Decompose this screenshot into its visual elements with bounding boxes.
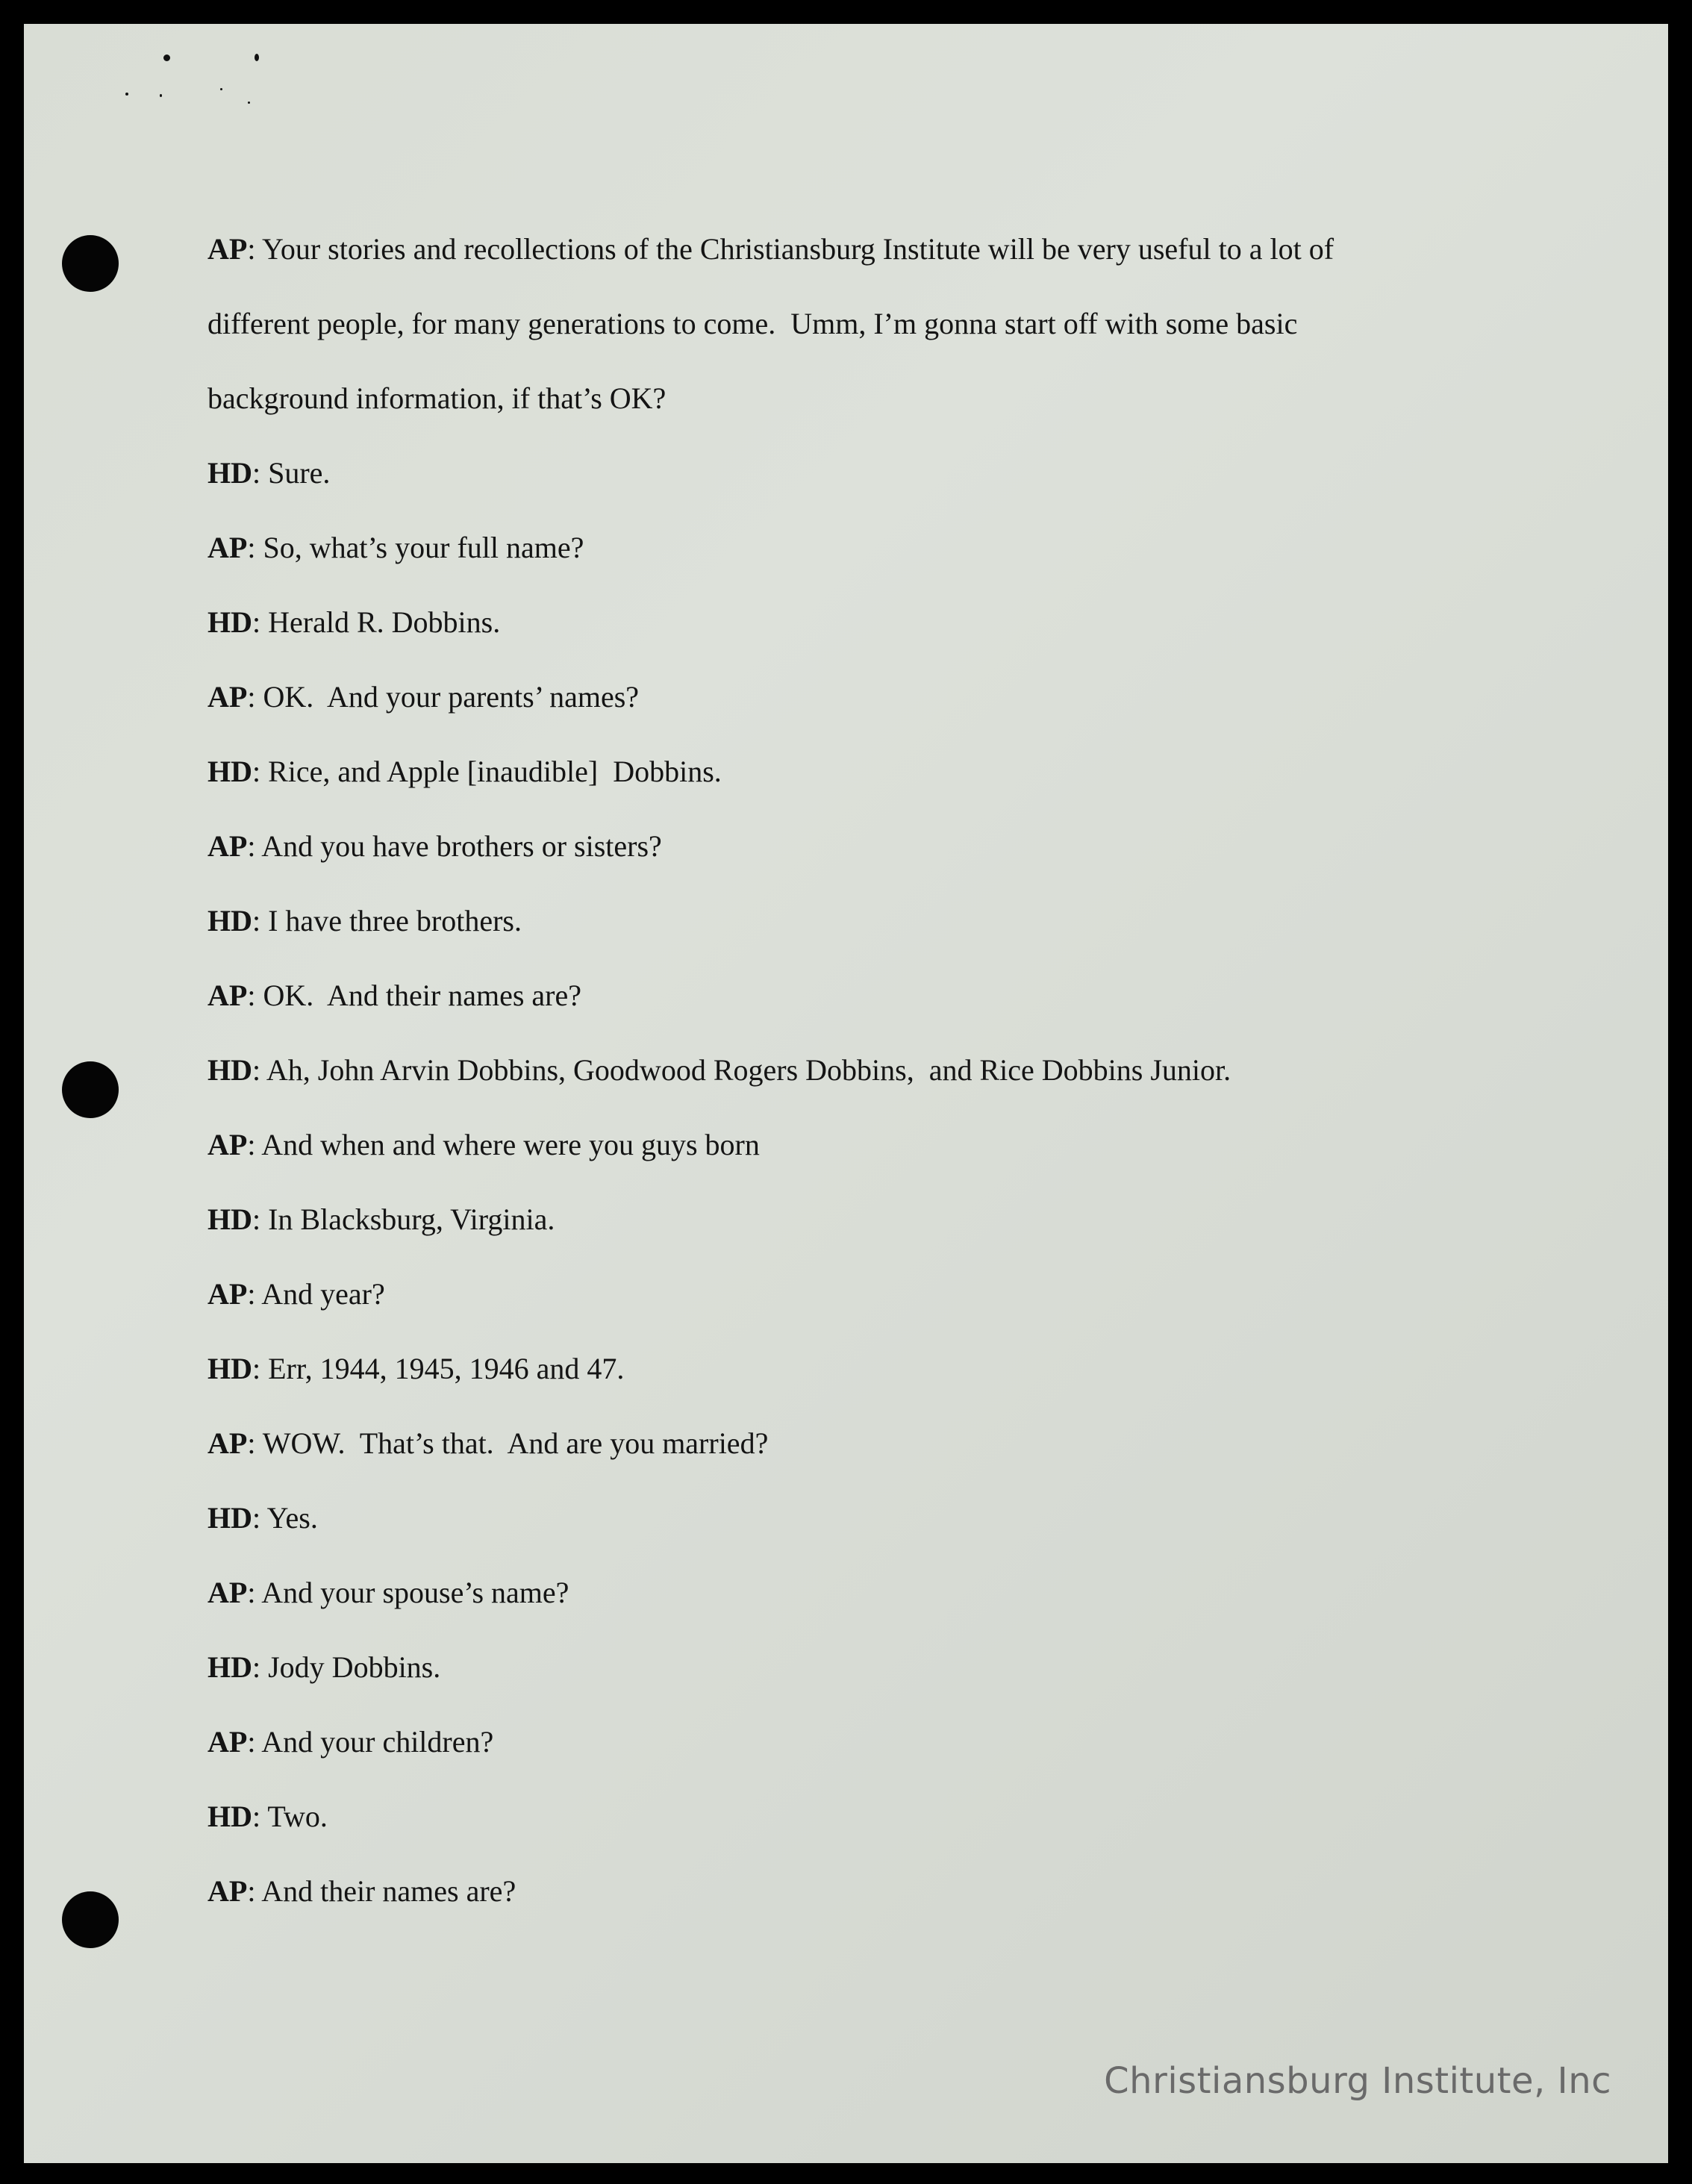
transcript-line — [207, 287, 1573, 361]
speaker-label: AP — [207, 1725, 248, 1759]
transcript-line — [207, 1033, 1573, 1108]
transcript-line — [207, 1481, 1573, 1556]
speaker-label: AP — [207, 531, 248, 564]
transcript-line — [207, 361, 1573, 436]
utterance-text: : WOW. That’s that. And are you married? — [247, 1426, 769, 1460]
transcript-line — [207, 1332, 1573, 1406]
utterance-text: : Yes. — [252, 1501, 318, 1535]
transcript-line — [207, 884, 1573, 958]
utterance-text: : Two. — [252, 1800, 328, 1833]
transcript-body — [207, 212, 1573, 1929]
utterance-text: : Ah, John Arvin Dobbins, Goodwood Rogers Dobbins, and Rice Dobbins Junior. — [252, 1053, 1231, 1087]
transcript-line — [207, 511, 1573, 585]
punch-hole-middle — [62, 1061, 119, 1118]
utterance-text: : Rice, and Apple [inaudible] Dobbins. — [252, 755, 722, 788]
utterance-text: : Jody Dobbins. — [252, 1650, 441, 1684]
speaker-label: HD — [207, 456, 252, 490]
utterance-text: : So, what’s your full name? — [247, 531, 584, 564]
transcript-line — [207, 436, 1573, 511]
utterance-text: : In Blacksburg, Virginia. — [252, 1202, 555, 1236]
speaker-label: HD — [207, 1053, 252, 1087]
utterance-text: : And your spouse’s name? — [247, 1576, 569, 1609]
utterance-text: : And when and where were you guys born — [247, 1128, 760, 1161]
transcript-line — [207, 1406, 1573, 1481]
transcript-line — [207, 809, 1573, 884]
utterance-text: : And their names are? — [247, 1874, 516, 1908]
transcript-line — [207, 1182, 1573, 1257]
utterance-text: : And year? — [247, 1277, 385, 1311]
utterance-text: : And your children? — [247, 1725, 494, 1759]
transcript-line — [207, 1854, 1573, 1929]
speaker-label: HD — [207, 1650, 252, 1684]
utterance-text: : Herald R. Dobbins. — [252, 605, 501, 639]
speaker-label: AP — [207, 1128, 248, 1161]
utterance-text: : And you have brothers or sisters? — [247, 829, 662, 863]
utterance-text: : Sure. — [252, 456, 331, 490]
watermark: Christiansburg Institute, Inc — [1104, 2060, 1611, 2102]
transcript-line — [207, 1257, 1573, 1332]
utterance-text: different people, for many generations to come. Umm, I’m gonna start off with some basic — [207, 307, 1298, 340]
speaker-label: AP — [207, 1874, 248, 1908]
transcript-line — [207, 1556, 1573, 1630]
speaker-label: HD — [207, 1501, 252, 1535]
utterance-text: : Err, 1944, 1945, 1946 and 47. — [252, 1352, 625, 1385]
speaker-label: AP — [207, 1277, 248, 1311]
transcript-line — [207, 1779, 1573, 1854]
paper-speck — [248, 102, 250, 104]
transcript-line — [207, 1630, 1573, 1705]
utterance-text: : I have three brothers. — [252, 904, 522, 937]
speaker-label: HD — [207, 1800, 252, 1833]
utterance-text: : OK. And your parents’ names? — [247, 680, 640, 714]
speaker-label: HD — [207, 904, 252, 937]
transcript-line — [207, 660, 1573, 734]
utterance-text: : OK. And their names are? — [247, 979, 581, 1012]
speaker-label: HD — [207, 605, 252, 639]
speaker-label: AP — [207, 979, 248, 1012]
transcript-line — [207, 1705, 1573, 1779]
punch-hole-bottom — [62, 1891, 119, 1948]
transcript-line — [207, 212, 1573, 287]
punch-hole-top — [62, 235, 119, 292]
speaker-label: HD — [207, 1202, 252, 1236]
speaker-label: AP — [207, 680, 248, 714]
speaker-label: AP — [207, 1426, 248, 1460]
utterance-text: : Your stories and recollections of the Christiansburg Institute will be very useful to a lot of — [247, 232, 1334, 266]
speaker-label: HD — [207, 1352, 252, 1385]
paper-sheet — [24, 24, 1668, 2163]
speaker-label: AP — [207, 829, 248, 863]
transcript-line — [207, 1108, 1573, 1182]
paper-speck — [220, 88, 222, 90]
utterance-text: background information, if that’s OK? — [207, 381, 667, 415]
speaker-label: AP — [207, 1576, 248, 1609]
paper-speck — [255, 54, 259, 61]
speaker-label: AP — [207, 232, 248, 266]
paper-speck — [125, 93, 128, 96]
paper-speck — [163, 54, 170, 61]
speaker-label: HD — [207, 755, 252, 788]
paper-speck — [160, 94, 162, 97]
transcript-line — [207, 585, 1573, 660]
transcript-line — [207, 734, 1573, 809]
transcript-line — [207, 958, 1573, 1033]
